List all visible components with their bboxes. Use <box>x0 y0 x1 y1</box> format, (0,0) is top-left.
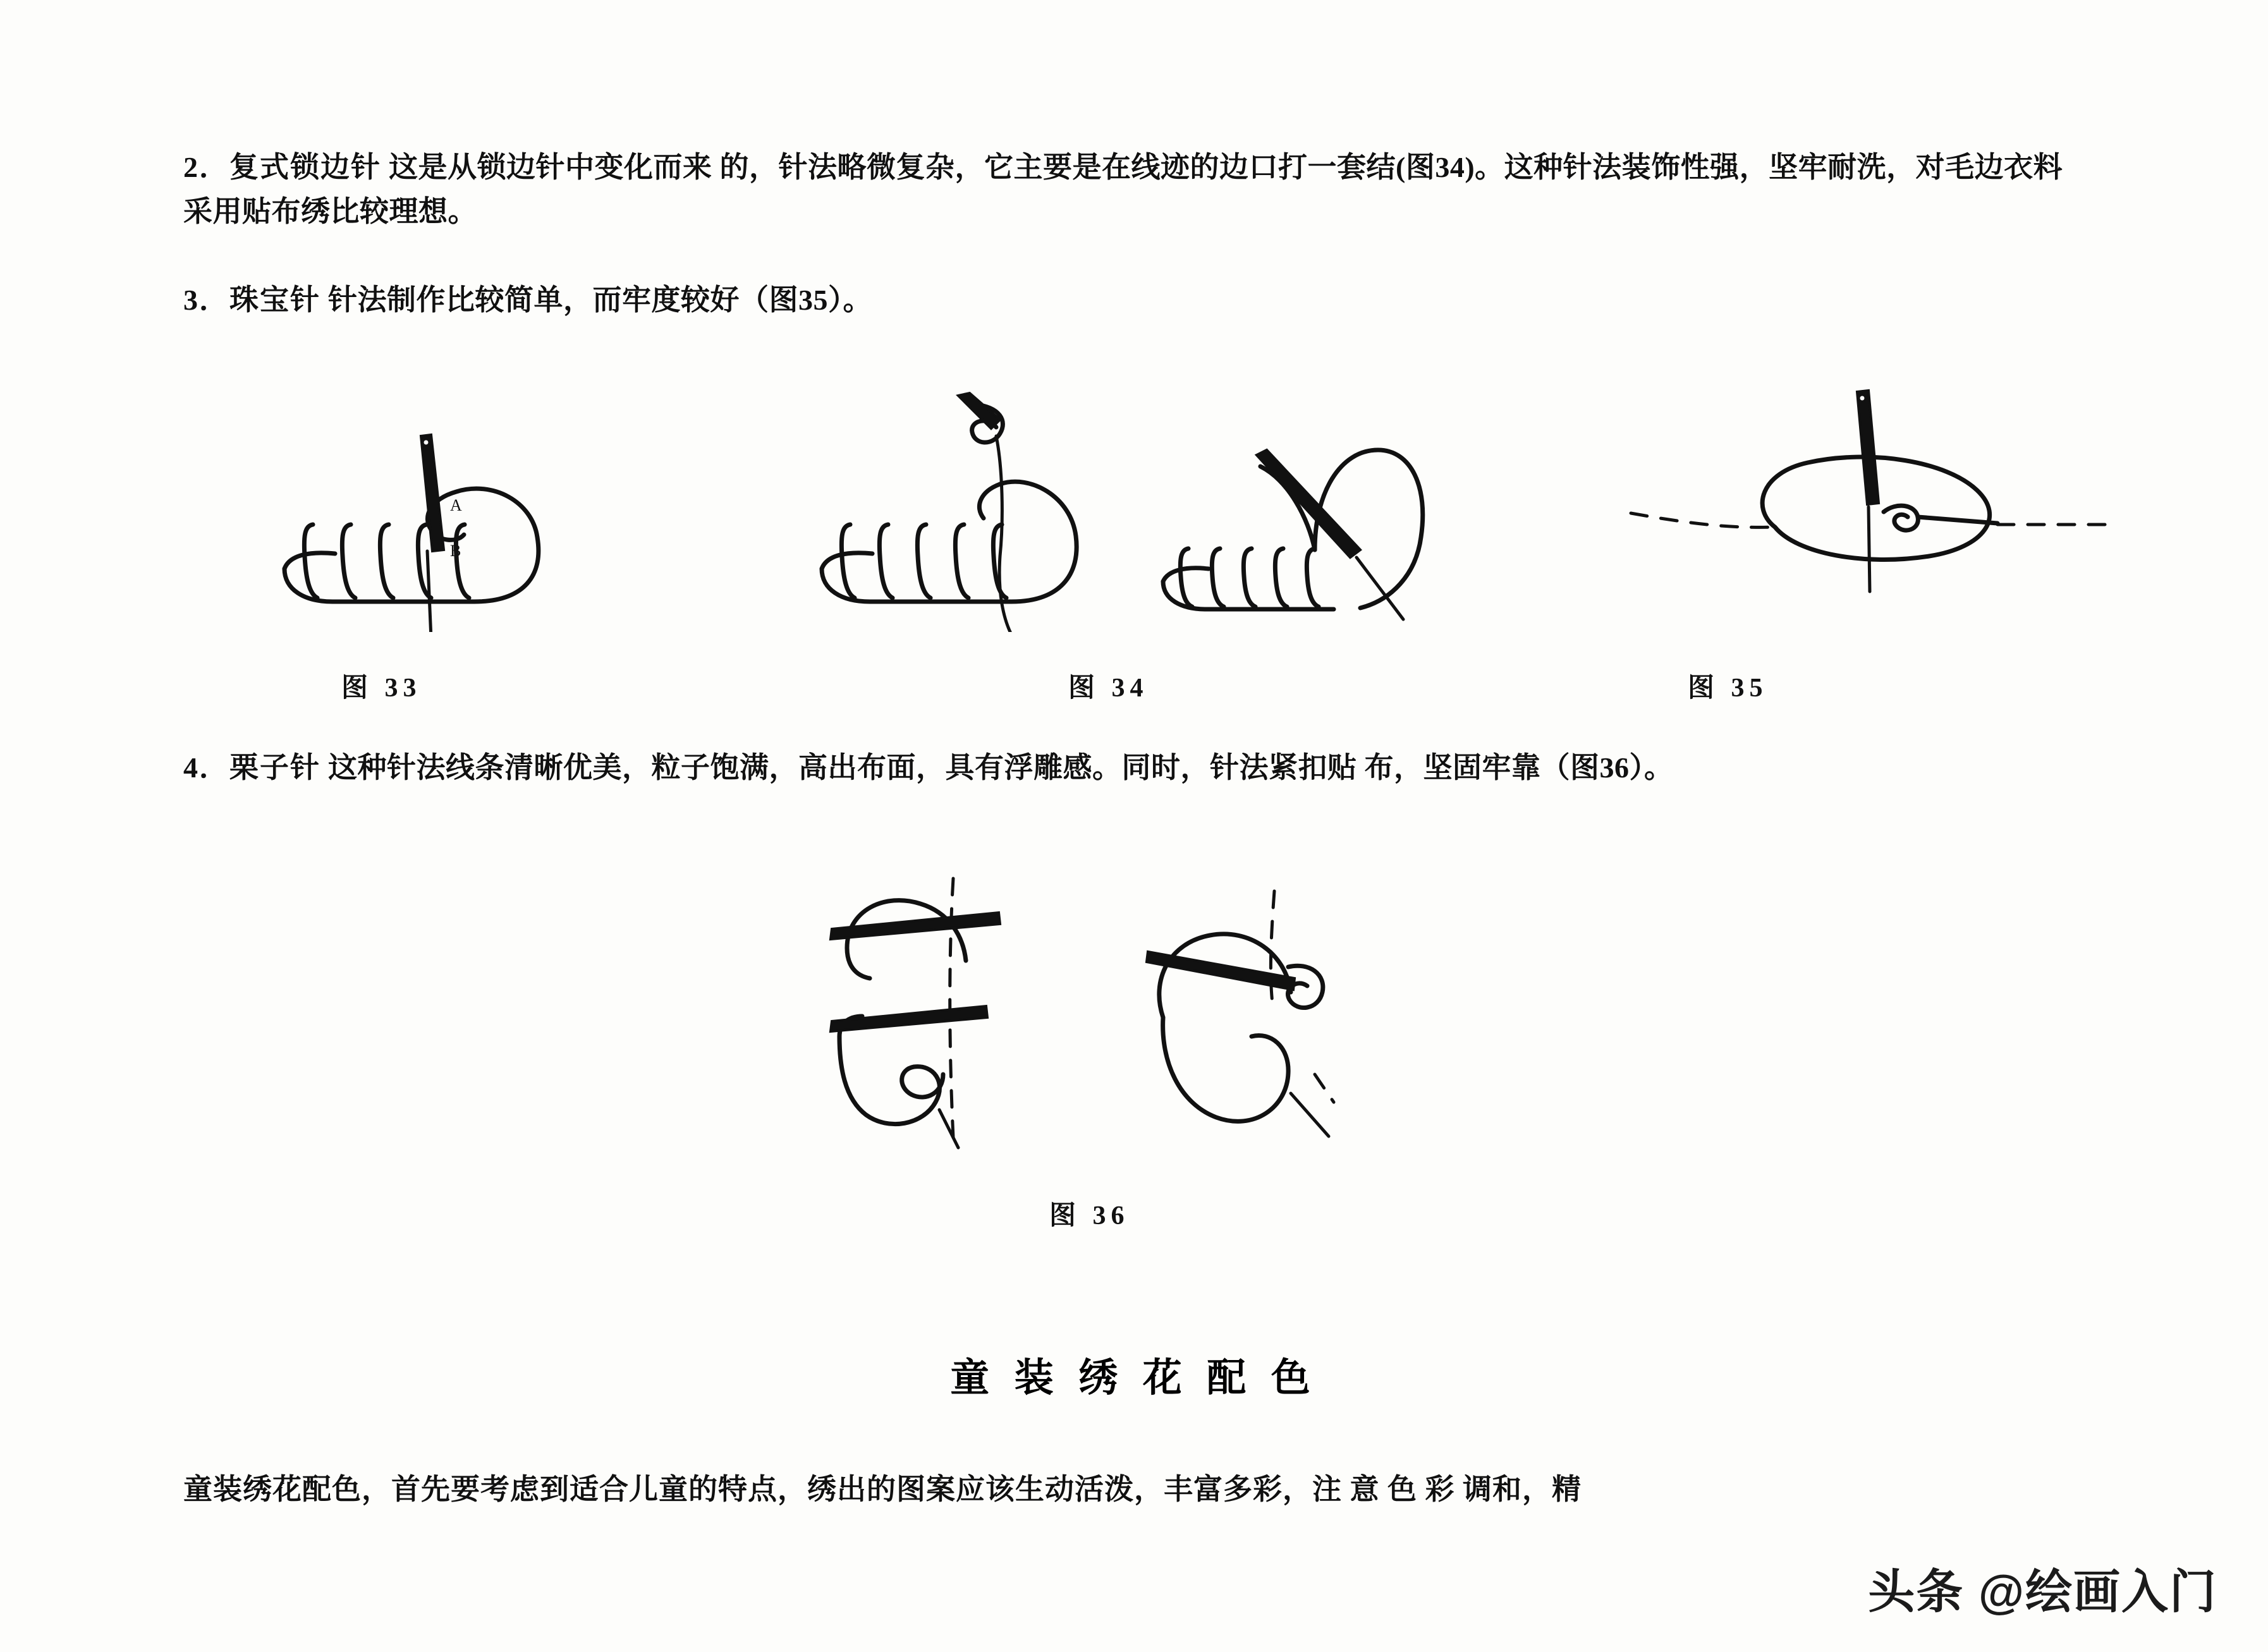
caption-figure-35: 图 35 <box>1688 674 1768 703</box>
figure-33-illustration <box>209 367 601 632</box>
figure-34-illustration-right <box>1125 392 1479 632</box>
caption-figure-33: 图 33 <box>341 674 422 703</box>
paragraph-lead-3: 3．珠宝针 <box>183 284 320 316</box>
figure-34-illustration-left <box>752 367 1144 632</box>
figure-36-illustration-left <box>809 866 1100 1157</box>
figure-35-illustration <box>1618 367 2124 619</box>
paragraph-body-2: 这是从锁边针中变化而来 的，针法略微复杂，它主要是在线迹的边口打一套结(图34)。这种针法装饰性强，坚牢耐洗，对毛边衣料采用贴布绣比较理想。 <box>183 151 2063 228</box>
caption-figure-34: 图 34 <box>1068 674 1149 703</box>
paragraph-chestnut-stitch <box>183 746 2092 790</box>
paragraph-body-3: 针法制作比较简单，而牢度较好（图35）。 <box>328 284 872 316</box>
paragraph-body-4: 这种针法线条清晰优美，粒子饱满，高出布面，具有浮雕感。同时，针法紧扣贴 布，坚固牢靠（图36）。 <box>328 751 1674 784</box>
figure-33-label-b: B <box>450 542 461 560</box>
figure-33-label-a: A <box>450 496 462 514</box>
paragraph-jewel-stitch <box>183 278 2080 322</box>
watermark-text: 头条 @绘画入门 <box>1868 1565 2217 1618</box>
watermark <box>1868 1555 2217 1622</box>
paragraph-color-matching: 童装绣花配色，首先要考虑到适合儿童的特点，绣出的图案应该生动活泼，丰富多彩，注 意 色 彩 调和，精 <box>183 1473 1582 1505</box>
paragraph-lead-4: 4．栗子针 <box>183 751 320 784</box>
paragraph-duplex-buttonhole-stitch <box>183 145 2080 234</box>
paragraph-lead-2: 2．复式锁边针 <box>183 151 381 183</box>
section-heading: 童 装 绣 花 配 色 <box>950 1357 1318 1400</box>
caption-figure-36: 图 36 <box>1049 1201 1130 1230</box>
figure-36-illustration-right <box>1125 885 1416 1157</box>
